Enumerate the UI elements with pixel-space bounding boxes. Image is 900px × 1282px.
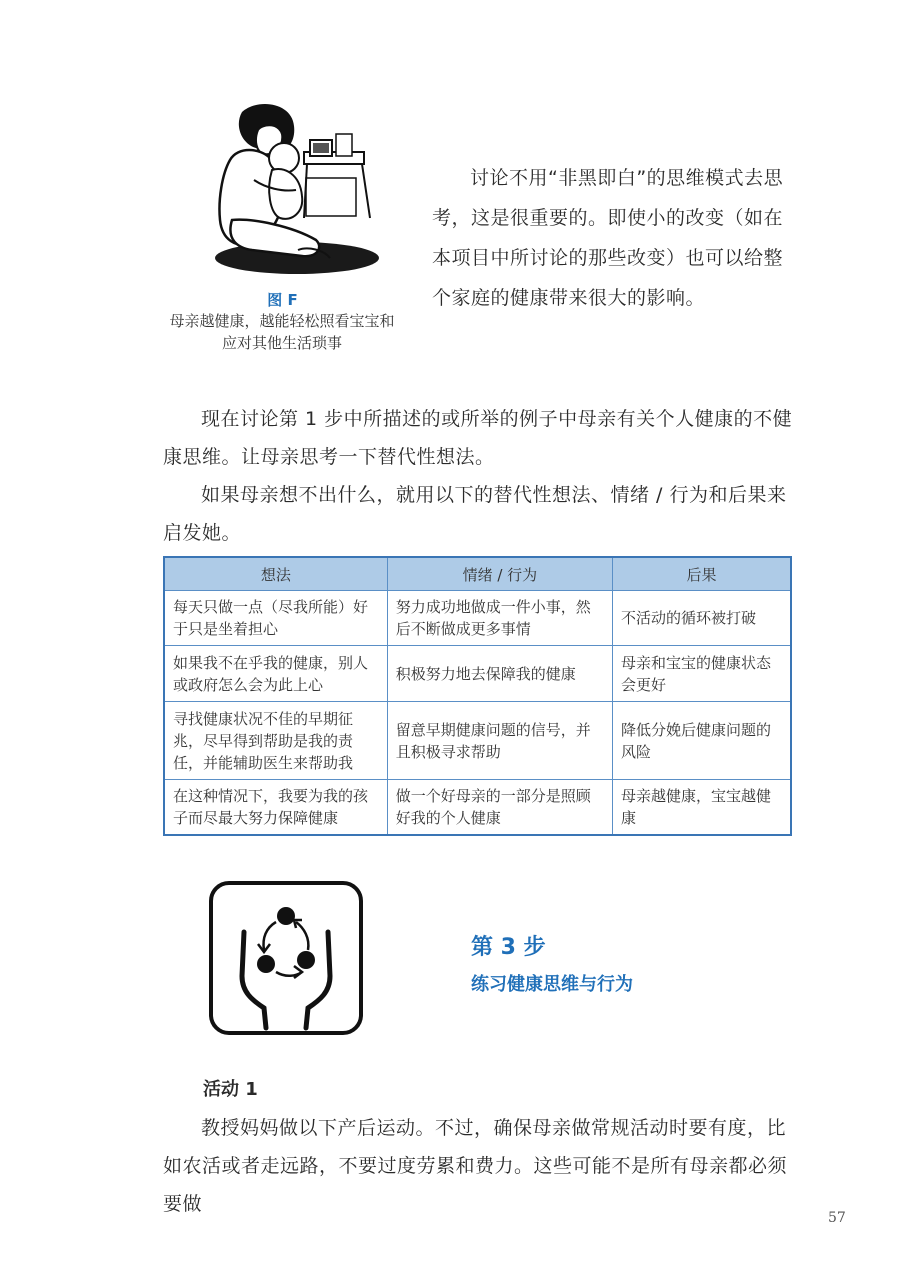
side-paragraph: 讨论不用“非黑即白”的思维模式去思考，这是很重要的。即使小的改变（如在本项目中所讨论的那些改变）也可以给整个家庭的健康带来很大的影响。 — [432, 167, 784, 309]
thoughts-table — [163, 556, 792, 836]
table-cell: 留意早期健康问题的信号，并且积极寻求帮助 — [387, 702, 612, 780]
practice-cycle-icon — [208, 880, 364, 1036]
table-header-row — [164, 557, 791, 591]
table-row — [164, 702, 791, 780]
table-cell: 不活动的循环被打破 — [613, 591, 791, 646]
page-number: 57 — [828, 1210, 846, 1226]
table-cell: 母亲越健康，宝宝越健康 — [613, 780, 791, 836]
figure-caption: 母亲越健康，越能轻松照看宝宝和应对其他生活琐事 — [169, 312, 395, 352]
table-cell: 每天只做一点（尽我所能）好于只是坐着担心 — [164, 591, 387, 646]
table-row — [164, 780, 791, 836]
body-paragraph-2: 如果母亲想不出什么，就用以下的替代性想法、情绪 / 行为和后果来启发她。 — [163, 484, 787, 544]
table-cell: 积极努力地去保障我的健康 — [387, 646, 612, 702]
table-cell: 寻找健康状况不佳的早期征兆，尽早得到帮助是我的责任，并能辅助医生来帮助我 — [164, 702, 387, 780]
table-header: 情绪 / 行为 — [387, 557, 612, 591]
body-paragraph-3: 教授妈妈做以下产后运动。不过，确保母亲做常规活动时要有度，比如农活或者走远路，不要过度劳累和费力。这些可能不是所有母亲都必须要做 — [163, 1117, 788, 1215]
figure-f-illustration — [212, 100, 402, 282]
table-row — [164, 591, 791, 646]
table-cell: 做一个好母亲的一部分是照顾好我的个人健康 — [387, 780, 612, 836]
table-row — [164, 646, 791, 702]
step-number: 第 3 步 — [471, 935, 546, 960]
table-cell: 努力成功地做成一件小事，然后不断做成更多事情 — [387, 591, 612, 646]
step-title: 练习健康思维与行为 — [471, 974, 633, 995]
table-cell: 在这种情况下，我要为我的孩子而尽最大努力保障健康 — [164, 780, 387, 836]
body-paragraph-1: 现在讨论第 1 步中所描述的或所举的例子中母亲有关个人健康的不健康思维。让母亲思考一下替代性想法。 — [163, 408, 793, 468]
activity-heading: 活动 1 — [203, 1079, 258, 1100]
table-cell: 母亲和宝宝的健康状态会更好 — [613, 646, 791, 702]
figure-label: 图 F — [267, 291, 298, 309]
table-header: 后果 — [613, 557, 791, 591]
table-header: 想法 — [164, 557, 387, 591]
table-cell: 降低分娩后健康问题的风险 — [613, 702, 791, 780]
table-cell: 如果我不在乎我的健康，别人或政府怎么会为此上心 — [164, 646, 387, 702]
